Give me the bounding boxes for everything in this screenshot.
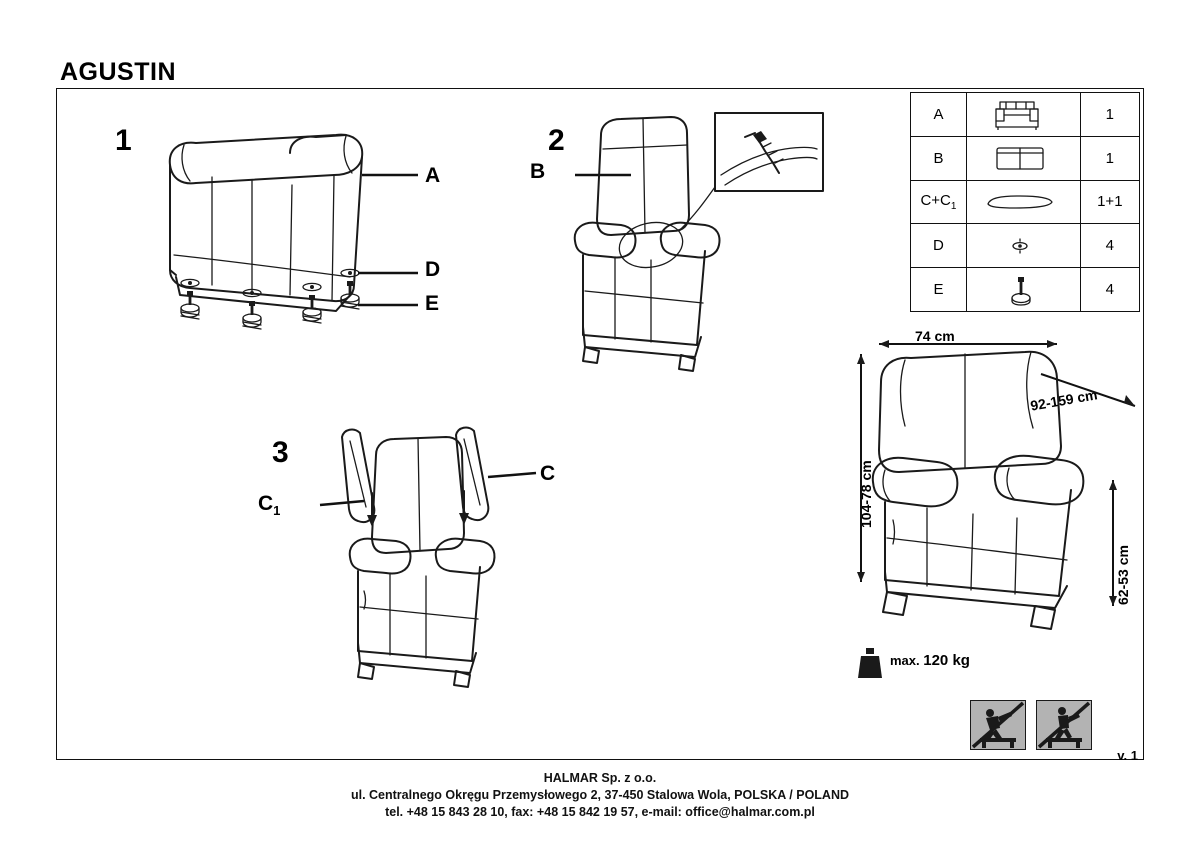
no-jumping-icon [970, 700, 1026, 750]
bolt-icon [966, 268, 1080, 312]
max-load-value: 120 kg [923, 652, 970, 669]
dimension-depth-label: 92-159 cm [1029, 386, 1099, 414]
step3-armchair-drawing [300, 415, 600, 705]
part-label-sub: 1 [950, 200, 957, 212]
part-label: B [911, 136, 967, 180]
part-label-main: C+C [920, 191, 951, 209]
table-row [911, 93, 1140, 137]
part-qty: 1 [1080, 93, 1139, 137]
step-number-3: 3 [272, 436, 289, 469]
table-row [911, 224, 1140, 268]
washer-icon [966, 224, 1080, 268]
step-number-2: 2 [548, 124, 565, 157]
weight-icon [855, 648, 885, 680]
footer-contact: tel. +48 15 843 28 10, fax: +48 15 842 19 57, e-mail: office@halmar.com.pl [385, 805, 815, 819]
part-label: D [911, 224, 967, 268]
callout-label-e: E [425, 292, 440, 315]
max-load-text [890, 652, 970, 669]
page-title: AGUSTIN [60, 58, 176, 86]
part-qty: 1+1 [1080, 180, 1139, 224]
part-label [911, 180, 967, 224]
step1-armchair-drawing [140, 105, 440, 355]
part-qty: 4 [1080, 268, 1139, 312]
callout-label-c1-sub: 1 [273, 503, 281, 519]
parts-list-table [910, 92, 1140, 312]
callout-label-d: D [425, 258, 441, 281]
dimension-seat-height-label: 62-53 cm [1115, 545, 1131, 605]
dimensioned-armchair-drawing [845, 330, 1140, 630]
footer-address: ul. Centralnego Okręgu Przemysłowego 2, 37-450 Stalowa Wola, POLSKA / POLAND [350, 788, 850, 802]
part-qty: 1 [1080, 136, 1139, 180]
part-label: A [911, 93, 967, 137]
step-number-1: 1 [115, 124, 132, 157]
table-row [911, 268, 1140, 312]
callout-label-c1-main: C [258, 492, 274, 515]
backrest-icon [966, 136, 1080, 180]
part-label: E [911, 268, 967, 312]
footer-company: HALMAR Sp. z o.o. [543, 771, 657, 785]
part-qty: 4 [1080, 224, 1139, 268]
armrest-bar-icon [966, 180, 1080, 224]
callout-label-c1 [258, 492, 280, 518]
callout-label-c: C [540, 462, 556, 485]
table-row [911, 136, 1140, 180]
callout-label-a: A [425, 164, 441, 187]
version-label: v. 1 [1117, 748, 1138, 763]
callout-label-b: B [530, 160, 546, 183]
no-standing-icon [1036, 700, 1092, 750]
step2-armchair-drawing [555, 105, 845, 385]
dimension-width-label: 74 cm [915, 328, 955, 344]
dimension-height-label: 104-78 cm [858, 460, 874, 528]
max-load-prefix: max. [890, 653, 924, 668]
armchair-body-icon [966, 93, 1080, 137]
table-row [911, 180, 1140, 224]
footer [0, 770, 1200, 821]
